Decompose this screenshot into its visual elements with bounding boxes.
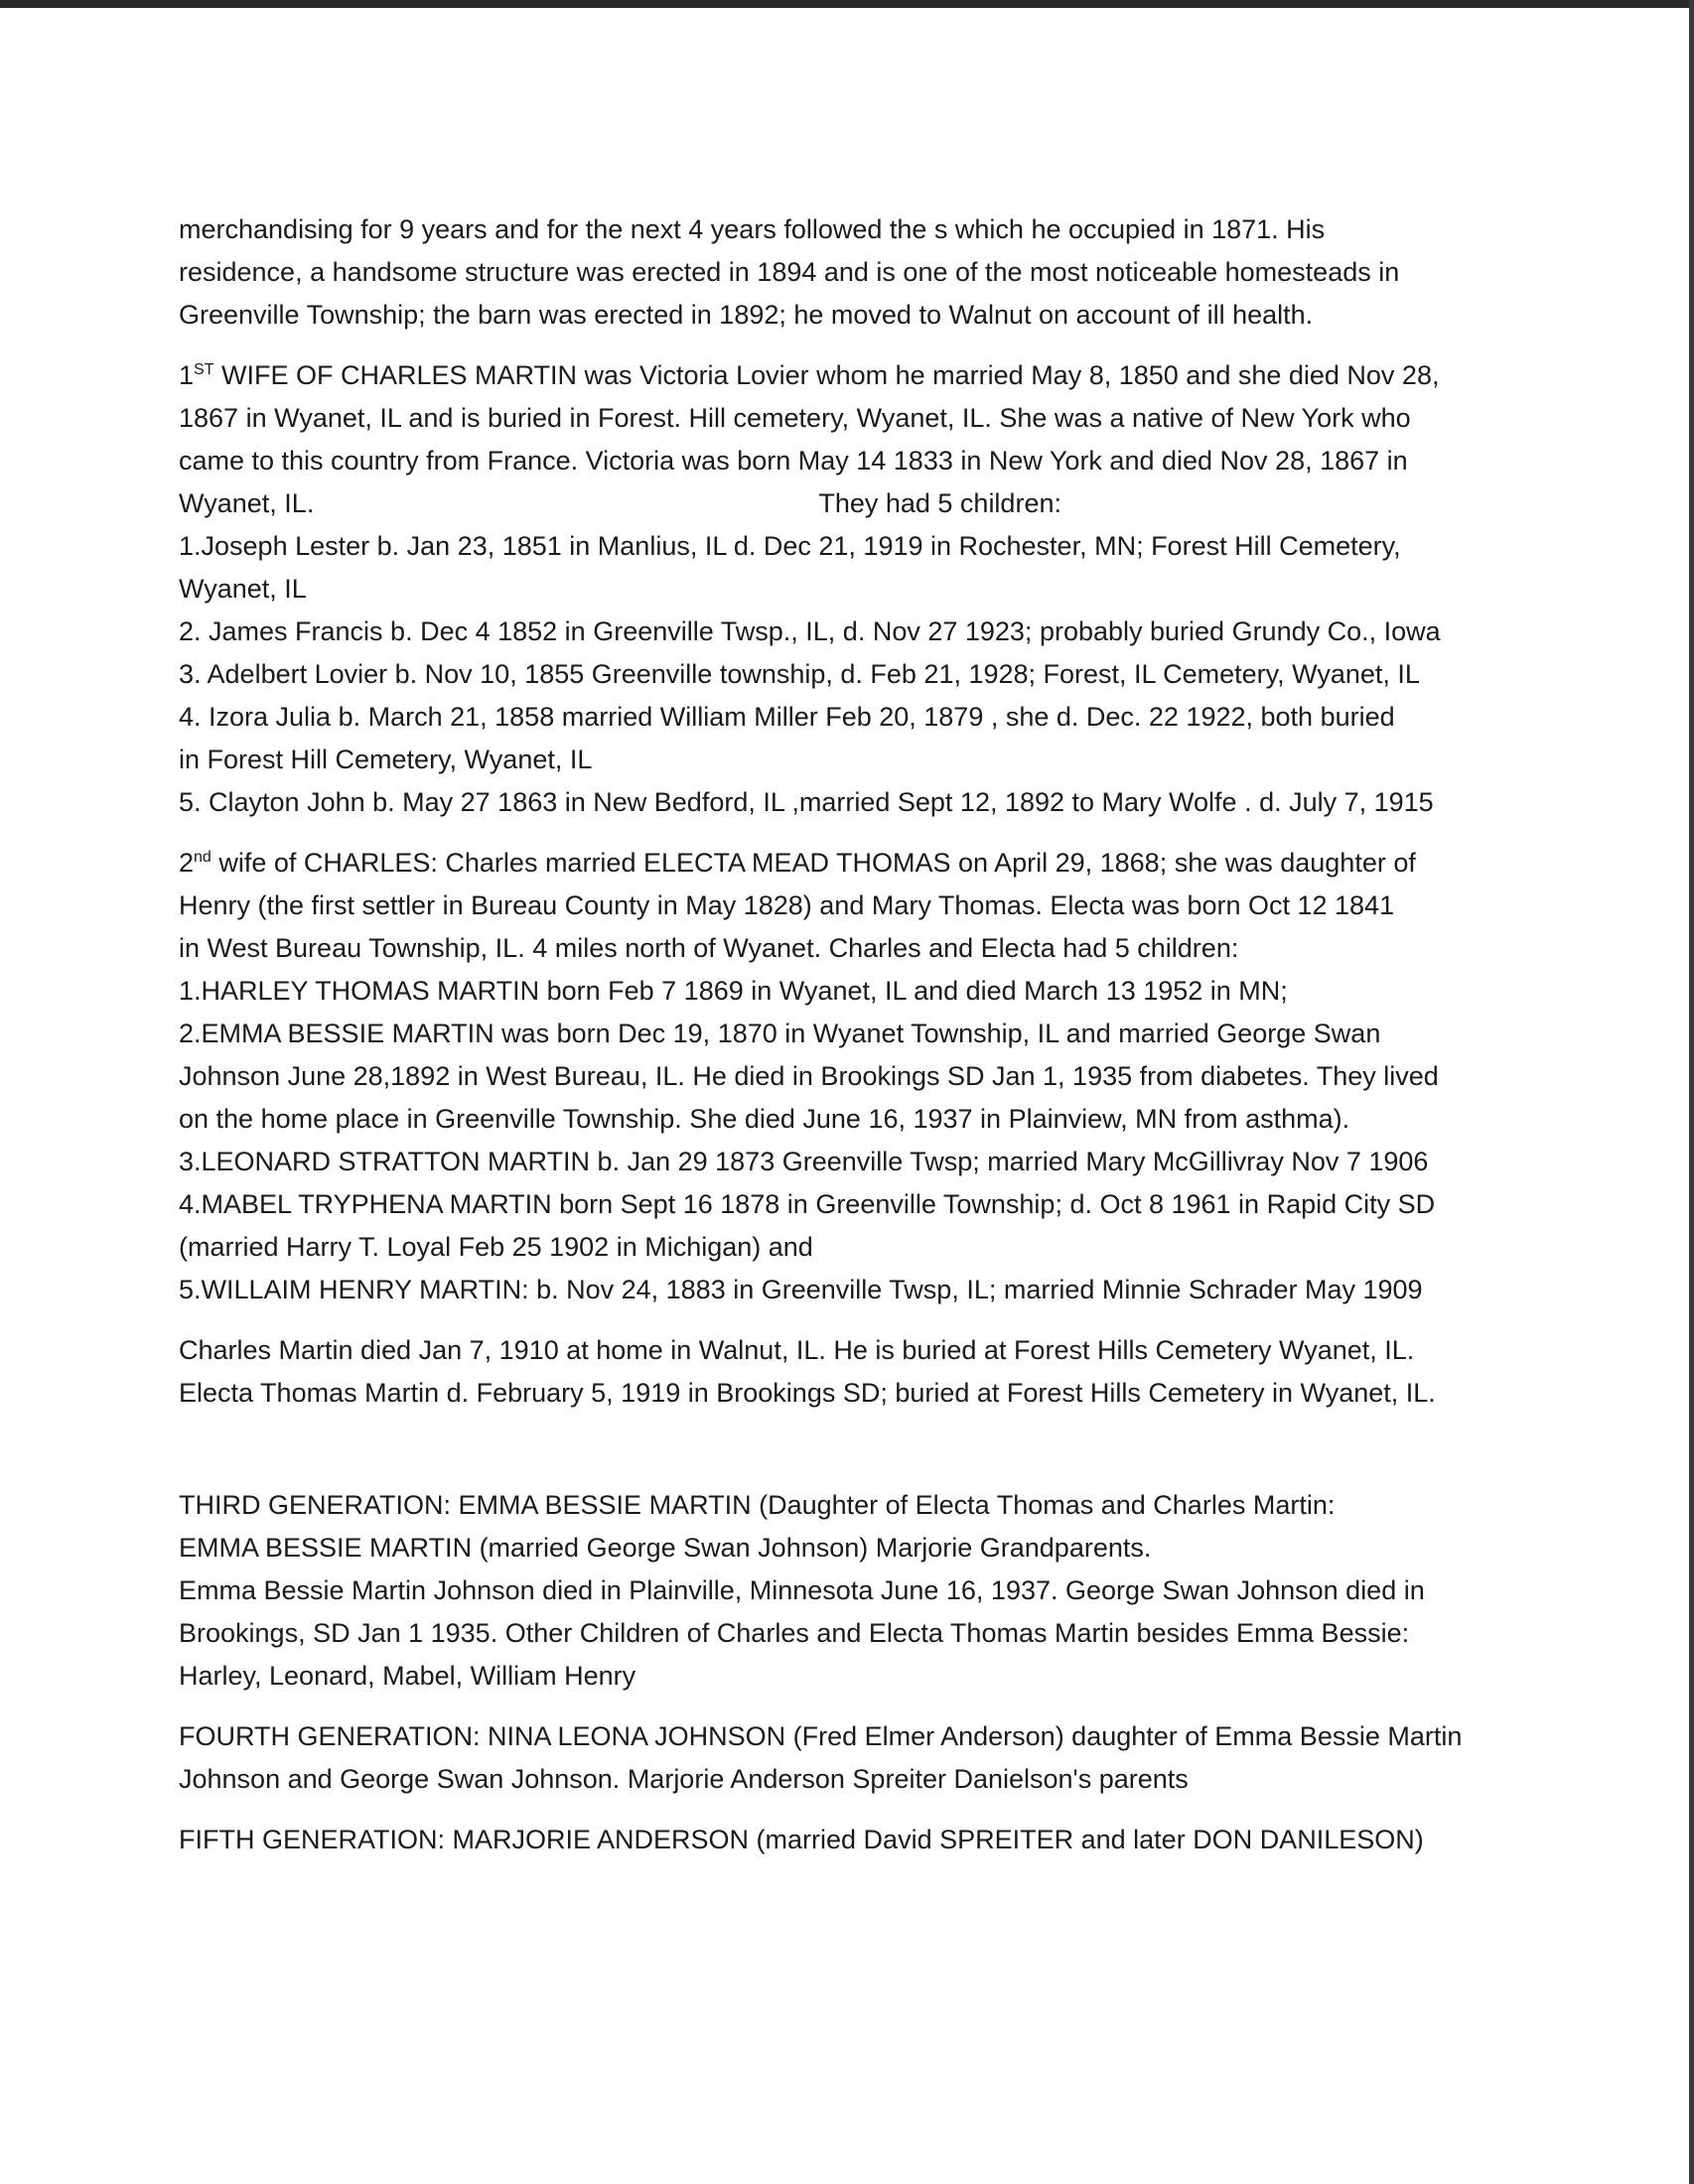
text-line (179, 482, 1509, 525)
list-item: 2. James Francis b. Dec 4 1852 in Greenville Twsp., IL, d. Nov 27 1923; probably buried Grundy Co., Iowa (179, 616, 1441, 646)
paragraph-third-generation (179, 1484, 1509, 1698)
text-line: 1867 in Wyanet, IL and is buried in Forest. Hill cemetery, Wyanet, IL. She was a native of New York who (179, 403, 1411, 433)
list-item: 3.LEONARD STRATTON MARTIN b. Jan 29 1873 Greenville Twsp; married Mary McGillivray Nov 7 1906 (179, 1147, 1429, 1176)
list-item: 2.EMMA BESSIE MARTIN was born Dec 19, 1870 in Wyanet Township, IL and married George Swan (179, 1019, 1381, 1048)
list-item: 1.HARLEY THOMAS MARTIN born Feb 7 1869 in Wyanet, IL and died March 13 1952 in MN; (179, 976, 1288, 1006)
list-item: 3. Adelbert Lovier b. Nov 10, 1855 Greenville township, d. Feb 21, 1928; Forest, IL Cemetery, Wyanet, IL (179, 659, 1420, 689)
paragraph-fifth-generation (179, 1819, 1509, 1861)
paragraph-first-wife (179, 354, 1509, 824)
text-line: EMMA BESSIE MARTIN (married George Swan Johnson) Marjorie Grandparents. (179, 1533, 1152, 1563)
list-item: 5. Clayton John b. May 27 1863 in New Bedford, IL ,married Sept 12, 1892 to Mary Wolfe . d. July 7, 1915 (179, 787, 1434, 817)
text-line: FIFTH GENERATION: MARJORIE ANDERSON (married David SPREITER and later DON DANILESON) (179, 1825, 1424, 1854)
paragraph-deaths (179, 1329, 1509, 1415)
list-item: 4.MABEL TRYPHENA MARTIN born Sept 16 1878 in Greenville Township; d. Oct 8 1961 in Rapid City SD (179, 1189, 1436, 1219)
list-item: (married Harry T. Loyal Feb 25 1902 in Michigan) and (179, 1232, 813, 1262)
text-line (179, 354, 1509, 397)
list-item: 5.WILLAIM HENRY MARTIN: b. Nov 24, 1883 in Greenville Twsp, IL; married Minnie Schrader May 1909 (179, 1275, 1423, 1304)
text-line: Charles Martin died Jan 7, 1910 at home in Walnut, IL. He is buried at Forest Hills Cemetery Wyanet, IL. (179, 1335, 1415, 1365)
text-span: They had 5 children: (818, 488, 1061, 518)
text-line: Henry (the first settler in Bureau County in May 1828) and Mary Thomas. Electa was born Oct 12 1841 (179, 890, 1395, 920)
text-span: wife of CHARLES: Charles married ELECTA MEAD THOMAS on April 29, 1868; she was daughter of (211, 848, 1416, 878)
scan-right-border (1689, 0, 1694, 2184)
list-item: 1.Joseph Lester b. Jan 23, 1851 in Manlius, IL d. Dec 21, 1919 in Rochester, MN; Forest Hill Cemetery, (179, 531, 1401, 561)
document-body (179, 208, 1509, 1879)
text-line: THIRD GENERATION: EMMA BESSIE MARTIN (Daughter of Electa Thomas and Charles Martin: (179, 1490, 1336, 1520)
text-line: merchandising for 9 years and for the next 4 years followed the s which he occupied in 1871. His (179, 214, 1326, 244)
scan-top-border (0, 0, 1694, 8)
text-line (179, 842, 1509, 885)
ordinal-suffix: nd (194, 849, 212, 866)
paragraph-fourth-generation (179, 1715, 1509, 1801)
paragraph-residence (179, 208, 1509, 337)
list-item: 4. Izora Julia b. March 21, 1858 married William Miller Feb 20, 1879 , she d. Dec. 22 1922, both buried (179, 702, 1395, 732)
text-line: Greenville Township; the barn was erected in 1892; he moved to Walnut on account of ill health. (179, 300, 1314, 330)
list-item: on the home place in Greenville Township. She died June 16, 1937 in Plainview, MN from asthma). (179, 1104, 1350, 1134)
text-span: WIFE OF CHARLES MARTIN was Victoria Lovier whom he married May 8, 1850 and she died Nov 28, (213, 360, 1440, 390)
text-line: Harley, Leonard, Mabel, William Henry (179, 1661, 636, 1691)
text-line: in West Bureau Township, IL. 4 miles north of Wyanet. Charles and Electa had 5 children: (179, 933, 1239, 963)
text-span: Wyanet, IL. (179, 488, 315, 518)
ordinal-suffix: ST (194, 361, 214, 378)
paragraph-second-wife (179, 842, 1509, 1311)
text-line: Emma Bessie Martin Johnson died in Plainville, Minnesota June 16, 1937. George Swan Johnson died in (179, 1575, 1425, 1605)
text-line: Brookings, SD Jan 1 1935. Other Children of Charles and Electa Thomas Martin besides Emma Bessie: (179, 1618, 1410, 1648)
list-item: Wyanet, IL (179, 574, 307, 604)
ordinal-number: 2 (179, 848, 195, 878)
list-item: Johnson June 28,1892 in West Bureau, IL. He died in Brookings SD Jan 1, 1935 from diabetes. They lived (179, 1061, 1439, 1091)
text-line: FOURTH GENERATION: NINA LEONA JOHNSON (Fred Elmer Anderson) daughter of Emma Bessie Martin (179, 1721, 1463, 1751)
list-item: in Forest Hill Cemetery, Wyanet, IL (179, 745, 593, 774)
ordinal-number: 1 (179, 360, 195, 390)
text-line: came to this country from France. Victoria was born May 14 1833 in New York and died Nov 28, 1867 in (179, 446, 1408, 476)
text-line: residence, a handsome structure was erected in 1894 and is one of the most noticeable homesteads in (179, 257, 1400, 287)
text-line: Electa Thomas Martin d. February 5, 1919 in Brookings SD; buried at Forest Hills Cemetery in Wyanet, IL. (179, 1378, 1436, 1408)
text-line: Johnson and George Swan Johnson. Marjorie Anderson Spreiter Danielson's parents (179, 1764, 1189, 1794)
